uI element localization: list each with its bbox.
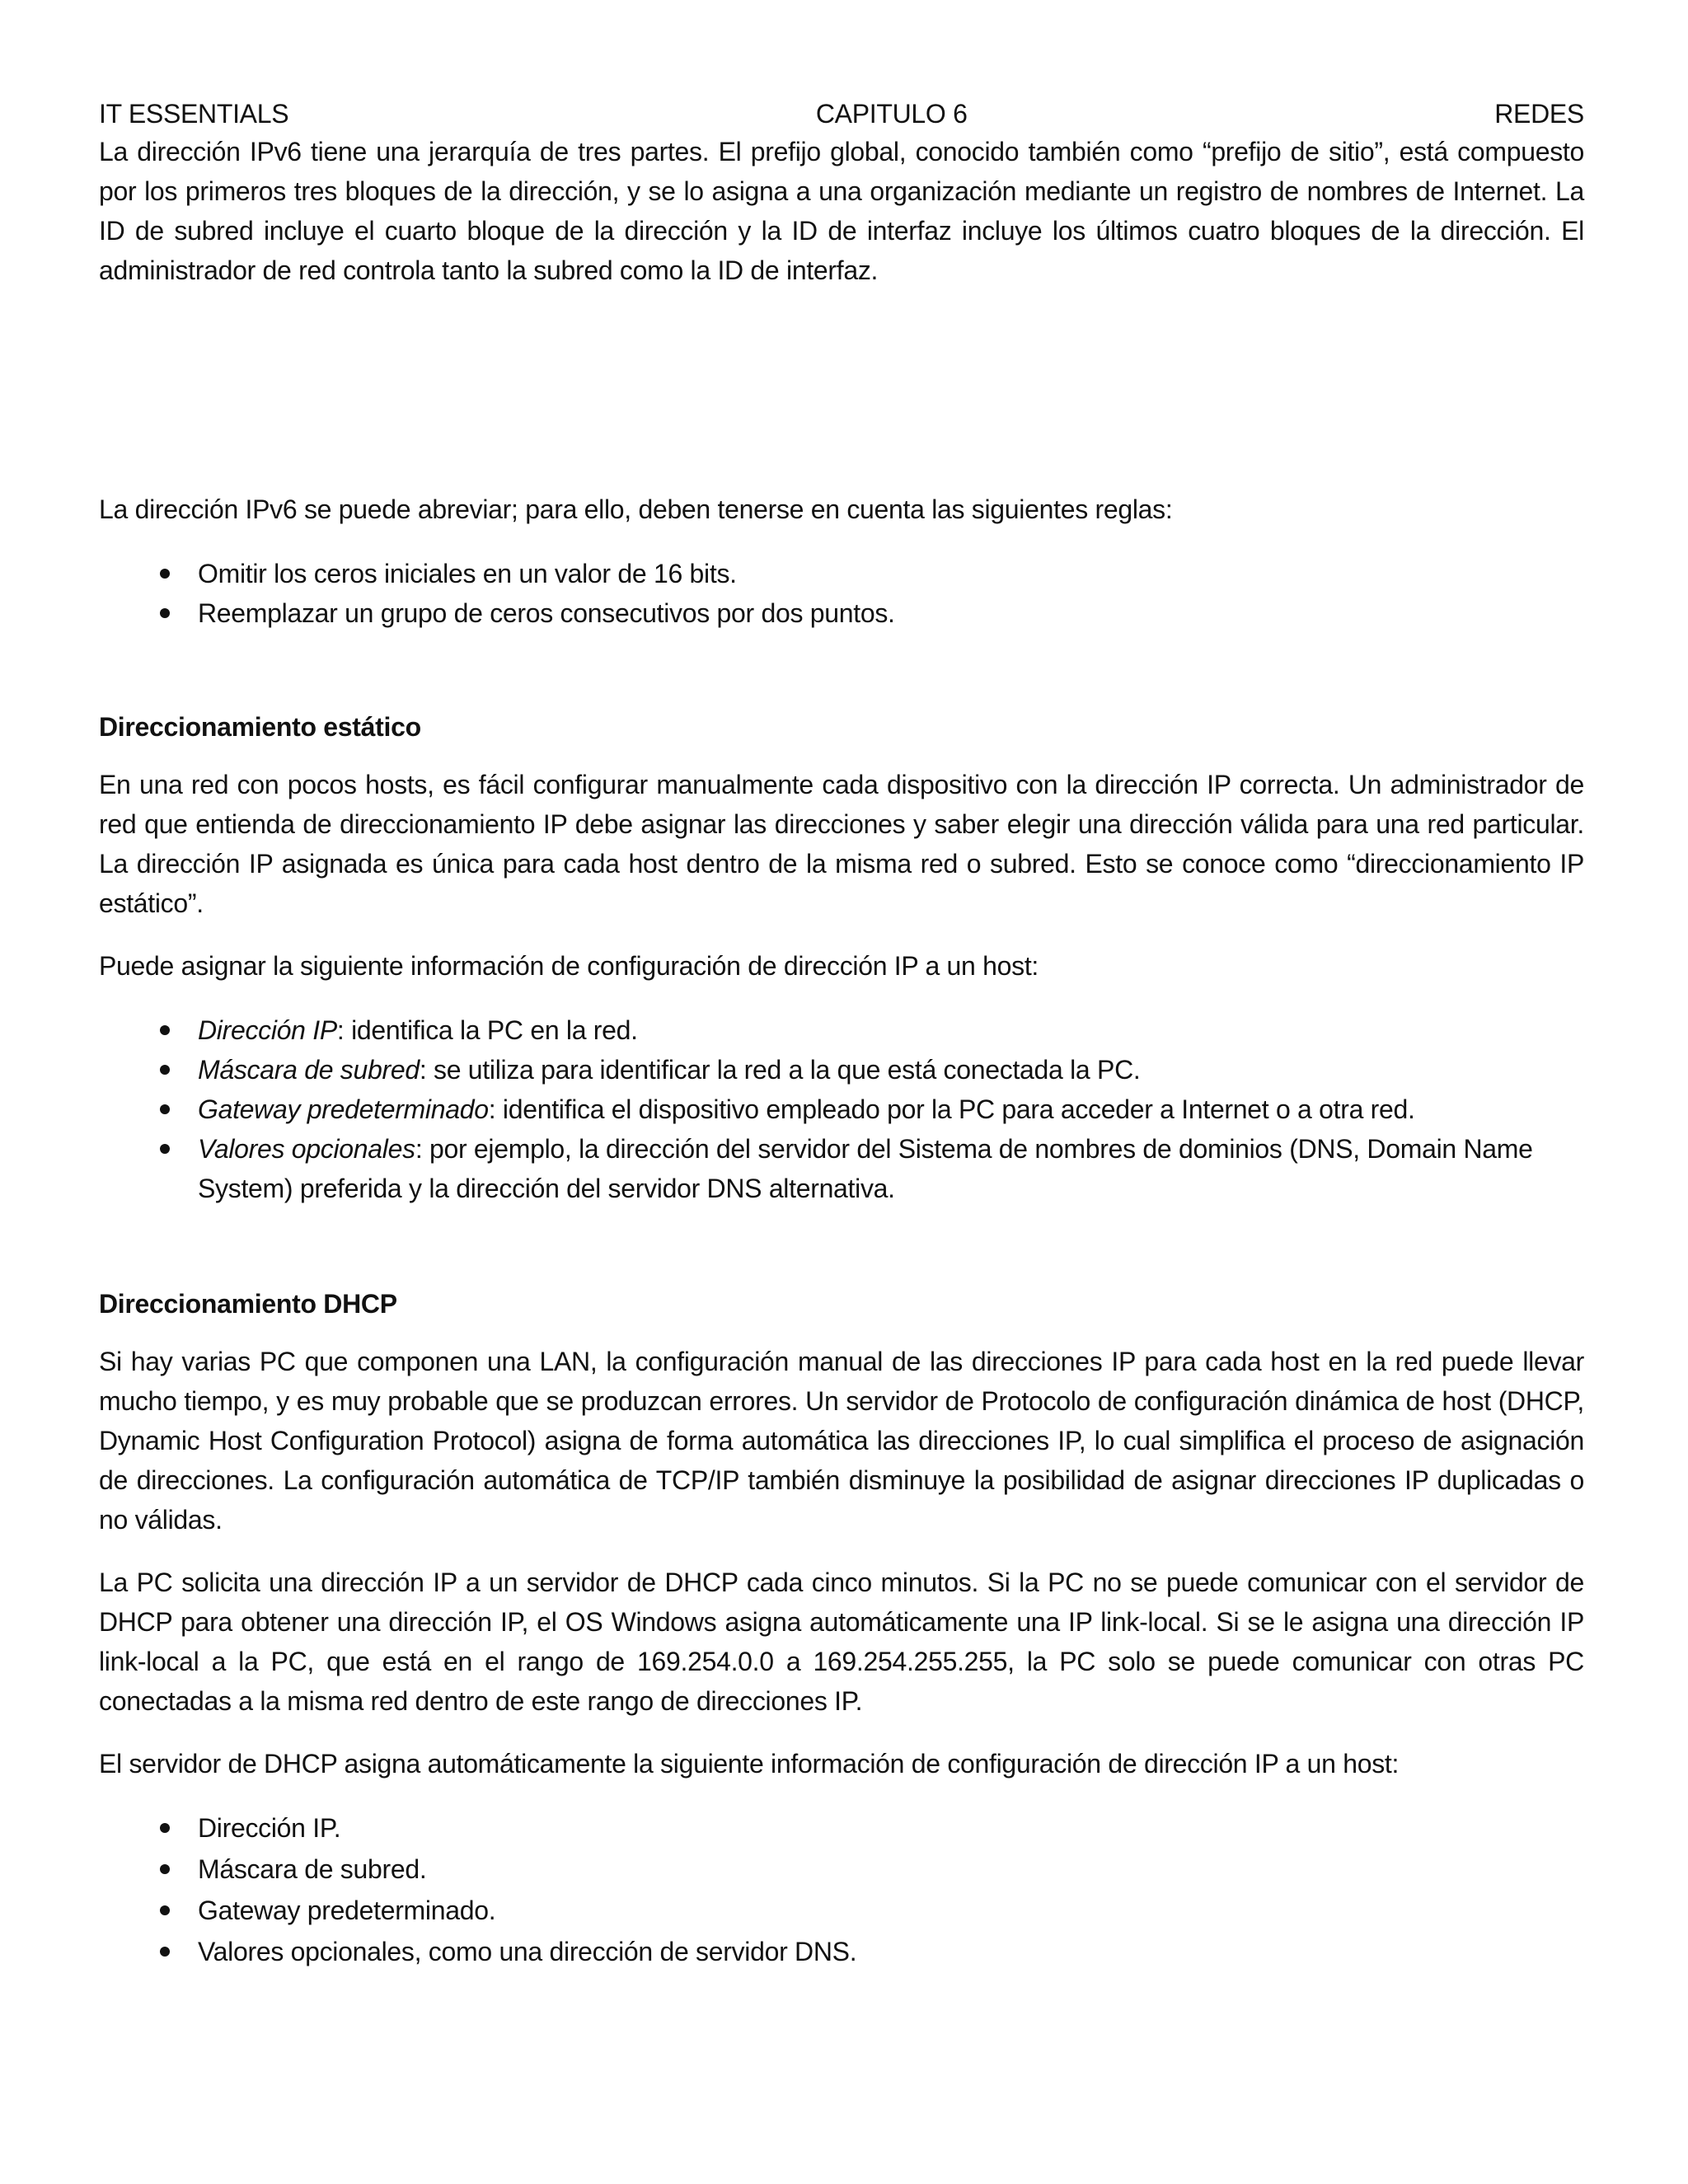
term-subnet-mask: Máscara de subred [198, 1055, 420, 1085]
list-item: Máscara de subred. [99, 1849, 1584, 1889]
document-page [99, 96, 1584, 1971]
term-description: : identifica la PC en la red. [336, 1015, 638, 1045]
term-description: : se utiliza para identificar la red a la que está conectada la PC. [419, 1055, 1141, 1085]
list-item: Gateway predeterminado. [99, 1891, 1584, 1930]
dhcp-paragraph-1: Si hay varias PC que componen una LAN, la configuración manual de las direcciones IP para cada host en la red puede llevar mucho tiempo, y es muy probable que se produzcan errores. Un servidor de Protocolo de configuración dinámica de host (DHCP, Dynamic Host Configuration Protocol) asigna de forma automática las direcciones IP, lo cual simplifica el proceso de asignación de direcciones. La configuración automática de TCP/IP también disminuye la posibilidad de asignar direcciones IP duplicadas o no válidas. [99, 1347, 1584, 1535]
dhcp-addressing-heading: Direccionamiento DHCP [99, 1289, 397, 1319]
abbreviation-rules-list [99, 554, 1584, 633]
spacer [99, 1208, 1584, 1284]
list-item: Valores opcionales, como una dirección de servidor DNS. [99, 1932, 1584, 1971]
list-item [99, 1050, 1584, 1090]
list-item: Omitir los ceros iniciales en un valor de 16 bits. [99, 554, 1584, 593]
term-description: : por ejemplo, la dirección del servidor del Sistema de nombres de dominios (DNS, Domain Name System) preferida y la dirección del servidor DNS alternativa. [198, 1134, 1533, 1203]
static-config-list [99, 1010, 1584, 1208]
dhcp-paragraph-2: La PC solicita una dirección IP a un servidor de DHCP cada cinco minutos. Si la PC no se puede comunicar con el servidor de DHCP para obtener una dirección IP, el OS Windows asigna automáticamente una IP link-local. Si se le asigna una dirección IP link-local a la PC, que está en el rango de 169.254.0.0 a 169.254.255.255, la PC solo se puede comunicar con otras PC conectadas a la misma red dentro de este rango de direcciones IP. [99, 1568, 1584, 1716]
dhcp-config-list [99, 1808, 1584, 1971]
dhcp-config-intro: El servidor de DHCP asigna automáticamente la siguiente información de configuración de dirección IP a un host: [99, 1749, 1400, 1779]
static-addressing-heading: Direccionamiento estático [99, 712, 421, 742]
list-item [99, 1129, 1584, 1208]
list-item [99, 1010, 1584, 1050]
header-right: REDES [1494, 99, 1584, 129]
spacer [99, 290, 1584, 490]
ipv6-abbreviation-paragraph: La dirección IPv6 se puede abreviar; para ello, deben tenerse en cuenta las siguientes reglas: [99, 494, 1173, 524]
term-optional-values: Valores opcionales [198, 1134, 415, 1164]
static-addressing-paragraph: En una red con pocos hosts, es fácil configurar manualmente cada dispositivo con la dirección IP correcta. Un administrador de red que entienda de direccionamiento IP debe asignar las direcciones y saber elegir una dirección válida para una red particular. La dirección IP asignada es única para cada host dentro de la misma red o subred. Esto se conoce como “direccionamiento IP estático”. [99, 770, 1584, 918]
ipv6-hierarchy-paragraph: La dirección IPv6 tiene una jerarquía de tres partes. El prefijo global, conocido también como “prefijo de sitio”, está compuesto por los primeros tres bloques de la dirección, y se lo asigna a una organización mediante un registro de nombres de Internet. La ID de subred incluye el cuarto bloque de la dirección y la ID de interfaz incluye los últimos cuatro bloques de la dirección. El administrador de red controla tanto la subred como la ID de interfaz. [99, 137, 1584, 285]
header-center: CAPITULO 6 [815, 99, 968, 129]
term-ip-address: Dirección IP [198, 1015, 337, 1045]
list-item [99, 1090, 1584, 1129]
page-header [99, 96, 1584, 132]
list-item: Reemplazar un grupo de ceros consecutivos por dos puntos. [99, 593, 1584, 633]
static-config-intro: Puede asignar la siguiente información de configuración de dirección IP a un host: [99, 951, 1039, 981]
spacer [99, 633, 1584, 707]
term-description: : identifica el dispositivo empleado por la PC para acceder a Internet o a otra red. [488, 1094, 1415, 1124]
term-default-gateway: Gateway predeterminado [198, 1094, 489, 1124]
header-left: IT ESSENTIALS [99, 99, 289, 129]
list-item: Dirección IP. [99, 1808, 1584, 1848]
